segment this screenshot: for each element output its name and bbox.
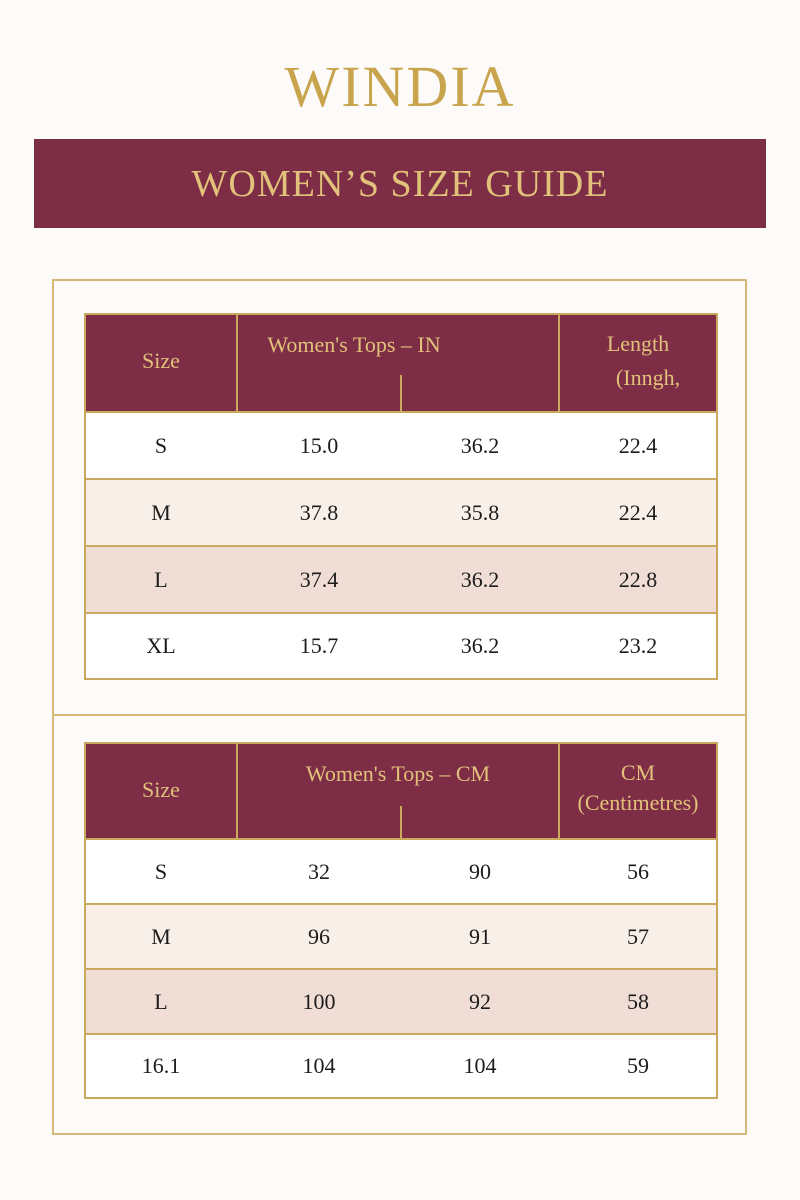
size-header: Size	[142, 348, 180, 373]
length-cell: 56	[627, 858, 649, 884]
length-cell: 23.2	[618, 633, 658, 658]
measure-cell: 32	[308, 858, 330, 884]
page-title: WOMEN’S SIZE GUIDE	[191, 162, 609, 205]
measure-cell: 15.0	[299, 432, 339, 458]
length-cell: 22.8	[618, 566, 658, 592]
table-row	[86, 545, 716, 612]
measure-cell: 15.7	[299, 633, 339, 658]
length-cell: 57	[627, 923, 649, 949]
size-cell: M	[151, 499, 171, 525]
table-row	[86, 1033, 716, 1097]
measure-cell: 36.2	[460, 432, 500, 458]
measure-cell: 104	[302, 1053, 336, 1078]
size-cell: M	[151, 923, 171, 949]
cm-header-line1: CM	[620, 760, 656, 785]
length-cell: 22.4	[618, 432, 658, 458]
measure-cell: 90	[469, 858, 491, 884]
title-banner	[34, 139, 766, 228]
cm-size-table	[84, 742, 718, 1099]
length-cell: 59	[627, 1053, 649, 1078]
tops-header: Women's Tops – CM	[305, 761, 491, 786]
measure-cell: 37.4	[299, 566, 339, 592]
measure-cell: 36.2	[460, 566, 500, 592]
length-header-line1: Length	[606, 331, 670, 356]
size-cell: S	[154, 858, 168, 884]
measure-cell: 92	[469, 988, 491, 1014]
size-cell: L	[154, 988, 168, 1014]
size-cell: 16.1	[141, 1053, 181, 1078]
measure-cell: 96	[308, 923, 330, 949]
table-row	[86, 903, 716, 968]
measure-cell: 91	[469, 923, 491, 949]
measure-cell: 35.8	[460, 499, 500, 525]
brand-logo: WINDIA	[284, 54, 516, 119]
size-header: Size	[142, 777, 180, 802]
size-cell: XL	[146, 633, 176, 658]
length-cell: 22.4	[618, 499, 658, 525]
table-row	[86, 838, 716, 903]
measure-cell: 36.2	[460, 633, 500, 658]
measure-cell: 37.8	[299, 499, 339, 525]
inch-size-table	[84, 313, 718, 680]
tops-header: Women's Tops – IN	[267, 332, 441, 357]
table-row	[86, 478, 716, 545]
size-cell: S	[154, 432, 168, 458]
section-divider	[52, 714, 747, 716]
table-row	[86, 612, 716, 678]
cm-header-line2: (Centimetres)	[577, 790, 699, 815]
table-row	[86, 968, 716, 1033]
size-cell: L	[154, 566, 168, 592]
length-header-line2: (Inngh,	[615, 365, 681, 390]
measure-cell: 104	[463, 1053, 497, 1078]
length-cell: 58	[627, 988, 649, 1014]
measure-cell: 100	[302, 988, 336, 1014]
table-row	[86, 411, 716, 478]
